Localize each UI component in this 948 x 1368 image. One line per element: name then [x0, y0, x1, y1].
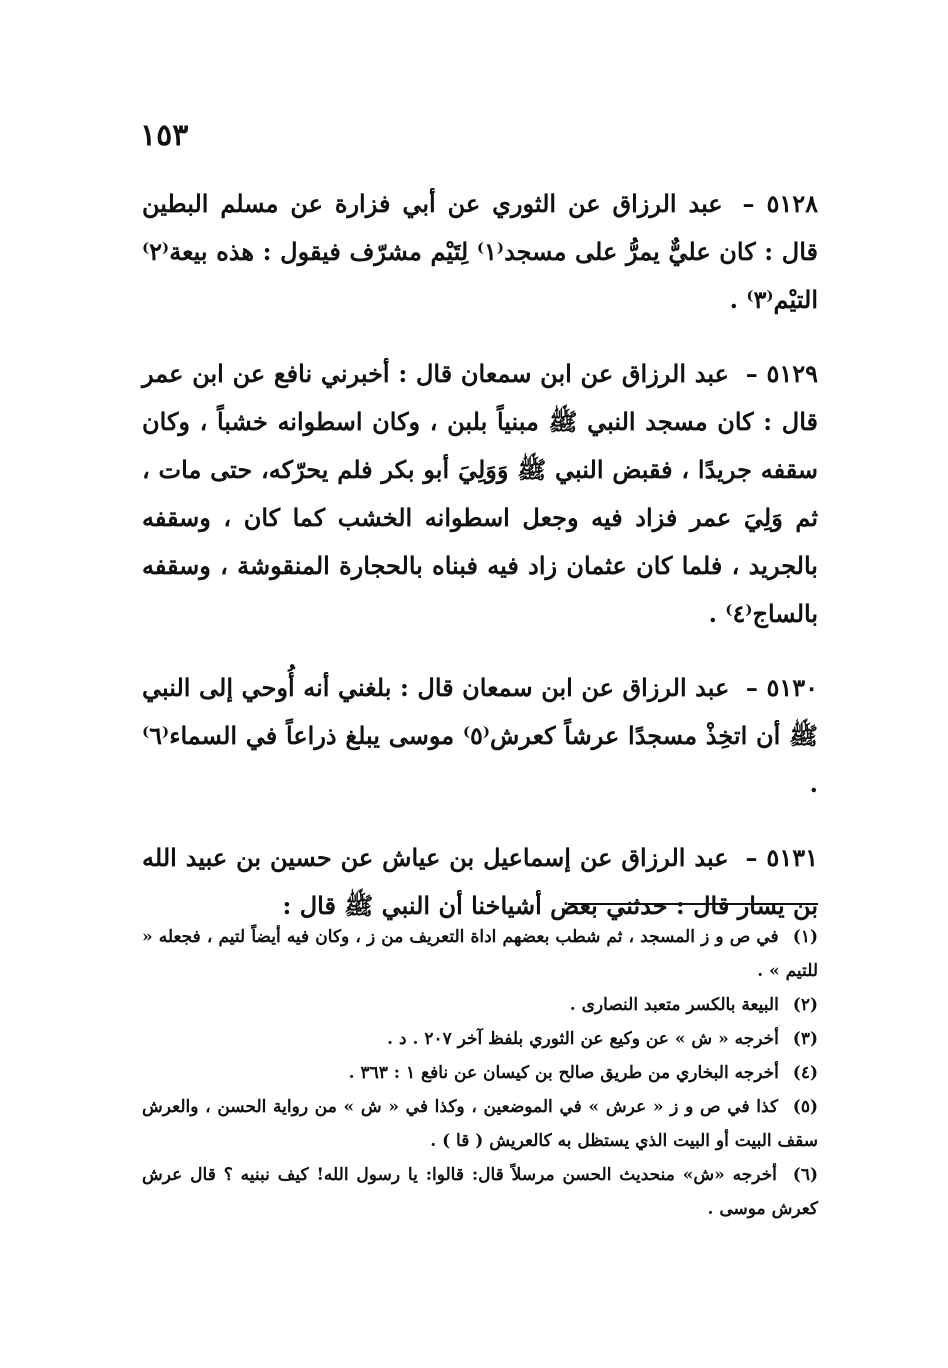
footnote-text: في ص و ز المسجد ، ثم شطب بعضهم اداة التعريف من ز ، وكان فيه أيضاً لتيم ، فجعله « للتيم » .	[142, 927, 818, 981]
footnote-number: (٣)	[792, 1029, 818, 1049]
footnote-number: (٤)	[792, 1063, 818, 1083]
footnote-text: أخرجه « ش » عن وكيع عن الثوري بلفظ آخر ٢٠٧ . د .	[387, 1029, 779, 1049]
footnote-number: (١)	[792, 927, 818, 947]
footnote-5	[142, 1090, 818, 1158]
hadith-text: عبد الرزاق عن ابن سمعان قال : أخبرني نافع عن ابن عمر قال : كان مسجد النبي ﷺ مبنياً بلبن ، وكان اسطوانه خشباً ، وكان سقفه جريدًا ، فقبض النبي ﷺ وَوَلِيَ أبو بكر فلم يحرّكه، حتى مات ، ثم وَلِيَ عمر فزاد فيه وجعل اسطوانه الخشب كما كان ، وسقفه بالجريد ، فلما كان عثمان زاد فيه فبناه بالحجارة المنقوشة ، وسقفه بالساج⁽٤⁾ .	[142, 359, 818, 628]
hadith-text: عبد الرزاق عن إسماعيل بن عياش عن حسين بن عبيد الله بن يسار قال : حدثني بعض أشياخنا أن النبي ﷺ قال :	[142, 843, 818, 920]
hadith-text: عبد الرزاق عن ابن سمعان قال : بلغني أنه أُوحي إلى النبي ﷺ أن اتخِذْ مسجدًا عرشاً كعرش⁽٥⁾ موسى يبلغ ذراعاً في السماء⁽٦⁾ .	[142, 673, 819, 798]
footnote-text: البيعة بالكسر متعبد النصارى .	[569, 995, 779, 1015]
footnote-3	[142, 1022, 818, 1056]
hadith-number: ٥١٣٠ –	[745, 673, 819, 702]
footnote-divider	[568, 903, 818, 905]
footnote-1	[142, 920, 818, 988]
hadith-number: ٥١٢٨ –	[742, 189, 819, 218]
hadith-5131	[142, 834, 818, 930]
footnote-4	[142, 1056, 818, 1090]
hadith-5128	[142, 180, 818, 324]
footnotes	[142, 920, 818, 1226]
footnote-number: (٢)	[792, 995, 818, 1015]
footnote-6	[142, 1158, 818, 1226]
hadith-number: ٥١٣١ –	[745, 843, 818, 872]
footnote-2	[142, 988, 818, 1022]
hadith-text: عبد الرزاق عن الثوري عن أبي فزارة عن مسلم البطين قال : كان عليٌّ يمرُّ على مسجد⁽١⁾ لِتَيْم مشرّف فيقول : هذه بيعة⁽٢⁾ التيْم⁽٣⁾ .	[142, 189, 818, 314]
main-text	[142, 180, 818, 956]
hadith-5130	[142, 664, 818, 808]
hadith-number: ٥١٢٩ –	[745, 359, 819, 388]
footnote-number: (٥)	[792, 1097, 818, 1117]
footnote-text: أخرجه البخاري من طريق صالح بن كيسان عن نافع ١ : ٣٦٣ .	[348, 1063, 779, 1083]
footnote-text: كذا في ص و ز « عرش » في الموضعين ، وكذا في « ش » من رواية الحسن ، والعرش سقف البيت أو البيت الذي يستظل به كالعريش ( قا ) .	[142, 1097, 818, 1151]
footnote-text: أخرجه «ش» منحديث الحسن مرسلاً قال: قالوا: يا رسول الله! كيف نبنيه ؟ قال عرش كعرش موسى .	[142, 1165, 818, 1219]
footnote-number: (٦)	[792, 1165, 818, 1185]
hadith-5129	[142, 350, 818, 638]
page-number: ١٥٣	[140, 118, 189, 153]
